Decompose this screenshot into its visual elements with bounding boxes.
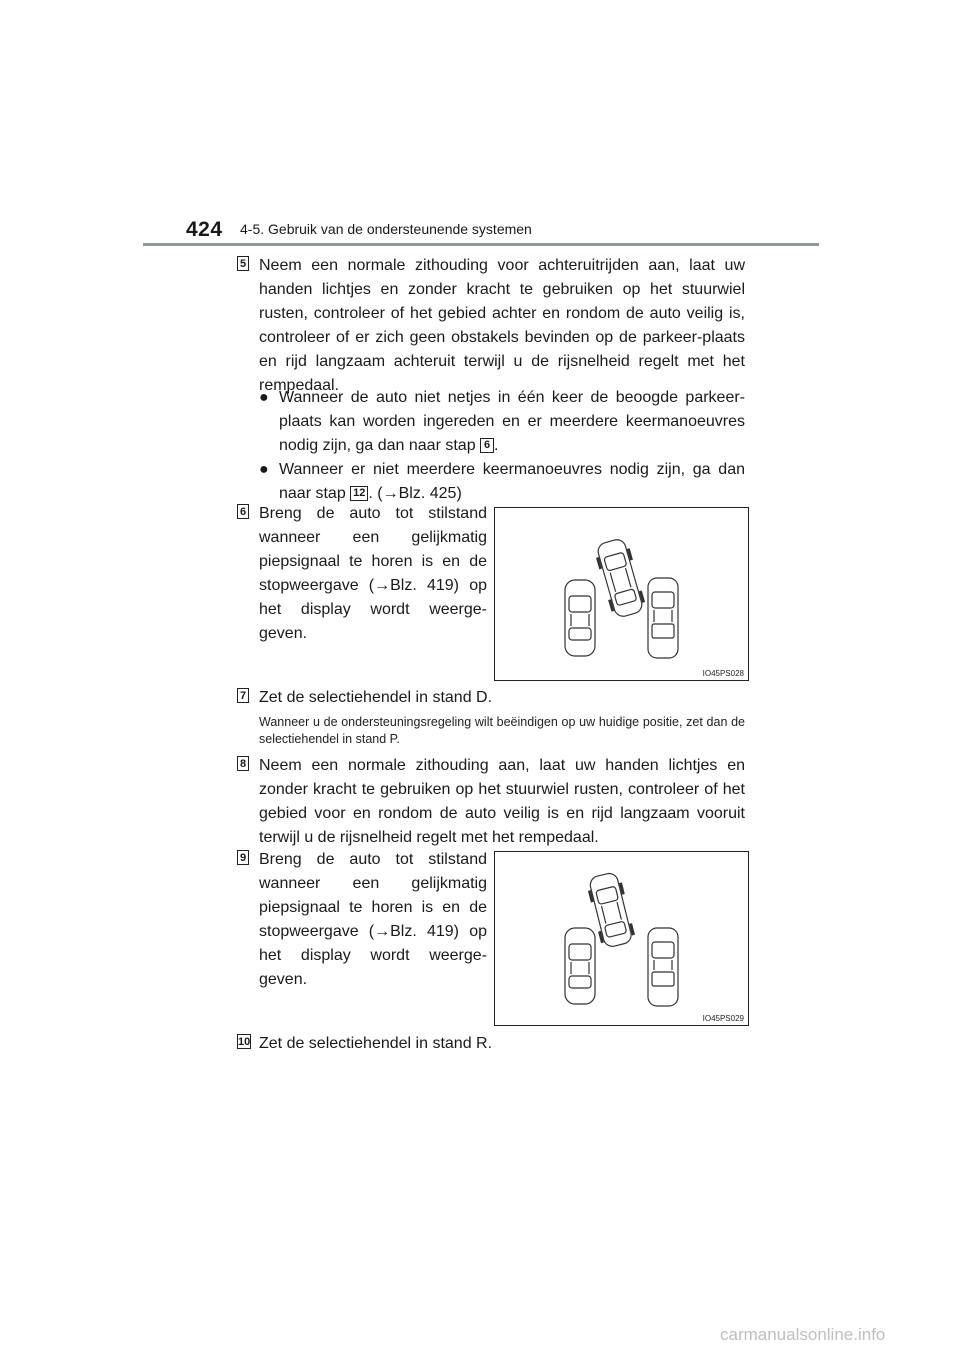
bullet-icon: ● <box>259 389 269 406</box>
step-5-bullet-1 <box>259 386 745 458</box>
bullet-1-end: . <box>494 437 499 454</box>
step-9-text: Breng de auto tot stilstand wanneer een gelijkmatig piepsignaal te horen is en de stopweergave (→Blz. 419) op het display wordt weerge-geven. <box>259 851 487 988</box>
parking-figure-2 <box>494 851 749 1026</box>
header-divider <box>143 243 819 246</box>
step-reference: 12 <box>350 486 368 501</box>
bullet-2-end: . (→Blz. 425) <box>368 485 462 502</box>
step-10-text: Zet de selectiehendel in stand R. <box>259 1035 493 1052</box>
own-car <box>594 537 646 619</box>
parked-car-left <box>565 928 595 1004</box>
parking-figure-1 <box>494 507 749 681</box>
figure-code: IO45PS028 <box>702 669 744 678</box>
parking-diagram-2 <box>495 852 748 1025</box>
parking-diagram-1 <box>495 508 748 680</box>
page-number: 424 <box>186 218 223 241</box>
step-6-text: Breng de auto tot stilstand wanneer een gelijkmatig piepsignaal te horen is en de stopweergave (→Blz. 419) op het display wordt weerge-geven. <box>259 505 487 642</box>
parked-car-right <box>648 928 678 1006</box>
bullet-icon: ● <box>259 461 269 478</box>
parked-car-left <box>565 580 595 656</box>
watermark: carmanualsonline.info <box>720 1325 886 1344</box>
step-6-number: 6 <box>237 504 249 519</box>
parked-car-right <box>648 578 678 658</box>
step-5-text: Neem een normale zithouding voor achteruitrijden aan, laat uw handen lichtjes en zonder kracht te gebruiken op het stuurwiel rusten, controleer of het gebied achter en rondom de auto veilig is, controleer of er zich geen obstakels bevinden op de parkeer-plaats en rijd langzaam achteruit terwijl u de rijsnelheid regelt met het rempedaal. <box>259 257 745 394</box>
bullet-1-text: Wanneer de auto niet netjes in één keer de beoogde parkeer-plaats kan worden ingereden en er meerdere keermanoeuvres nodig zijn, ga dan naar stap <box>279 389 745 454</box>
figure-code: IO45PS029 <box>702 1014 744 1023</box>
step-5-bullet-2 <box>259 458 745 506</box>
step-8-number: 8 <box>237 756 249 771</box>
section-title: 4-5. Gebruik van de ondersteunende systemen <box>240 221 532 237</box>
step-reference: 6 <box>480 438 494 453</box>
step-9-number: 9 <box>237 850 249 865</box>
step-7-text: Zet de selectiehendel in stand D. <box>259 689 493 706</box>
step-10-number: 10 <box>238 1036 251 1048</box>
step-7-note: Wanneer u de ondersteuningsregeling wilt beëindigen op uw huidige positie, zet dan de selectiehendel in stand P. <box>259 715 745 746</box>
bullet-2-text: Wanneer er niet meerdere keermanoeuvres nodig zijn, ga dan naar stap <box>279 461 745 502</box>
step-7-number: 7 <box>237 688 249 703</box>
step-5-number: 5 <box>237 256 249 271</box>
step-8-text: Neem een normale zithouding aan, laat uw handen lichtjes en zonder kracht te gebruiken op het stuurwiel rusten, controleer of het gebied voor en rondom de auto veilig is en rijd langzaam vooruit terwijl u de rijsnelheid regelt met het rempedaal. <box>259 757 745 846</box>
